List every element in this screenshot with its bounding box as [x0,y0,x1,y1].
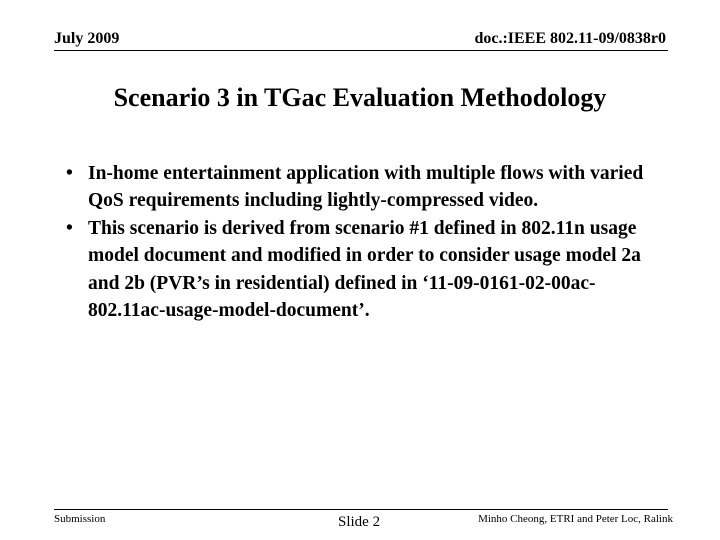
slide-title: Scenario 3 in TGac Evaluation Methodology [113,83,607,112]
header-doc-id: doc.:IEEE 802.11-09/0838r0 [474,30,666,47]
bullet-text: In-home entertainment application with multiple flows with varied QoS requirements including lightly-compressed video. [88,163,644,212]
header-divider [54,50,668,51]
bullet-text: This scenario is derived from scenario #1 defined in 802.11n usage model document and modified in order to consider usage model 2a and 2b (PVR’s in residential) defined in ‘11-09-0161-02-00ac-802.11ac-usage-model-document’. [88,217,641,322]
bullet-list [66,160,666,324]
slide-number: Slide 2 [338,514,381,530]
bullet-item [66,160,666,215]
header-date: July 2009 [54,30,120,47]
footer-submission: Submission [54,513,106,525]
bullet-item [66,215,666,325]
bullet-marker: • [66,217,73,239]
footer-authors: Minho Cheong, ETRI and Peter Loc, Ralink [478,513,673,525]
bullet-marker: • [66,163,73,184]
footer-divider [54,509,668,510]
